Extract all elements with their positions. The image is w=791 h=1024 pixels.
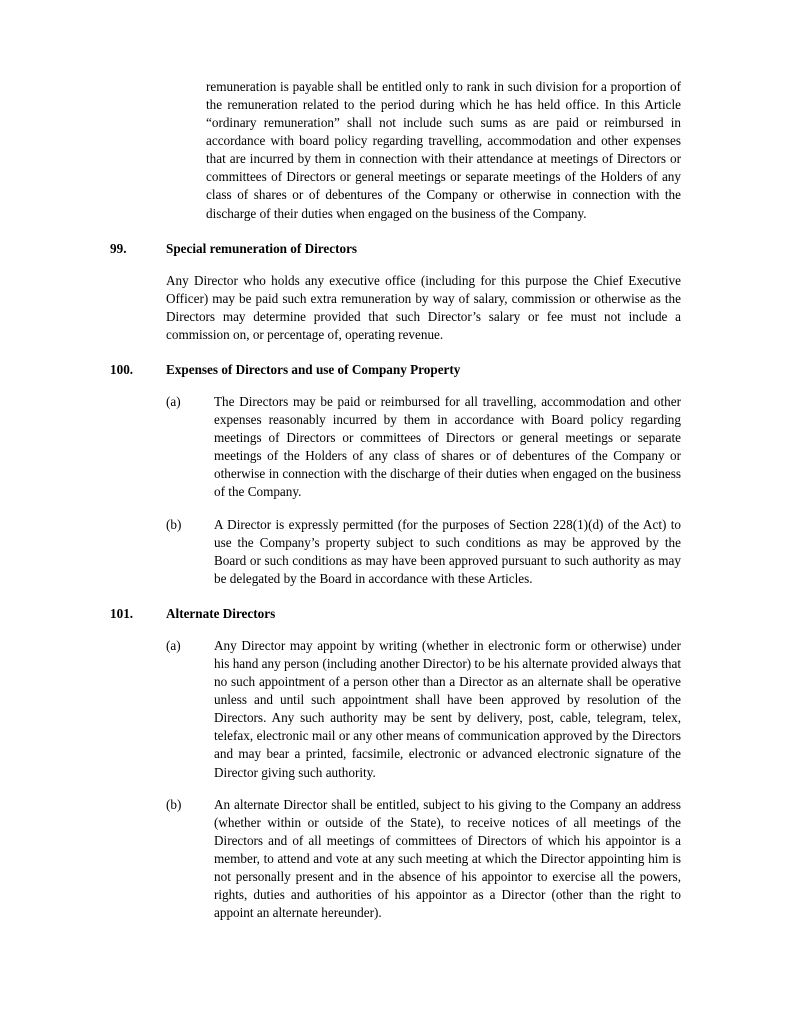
subparagraph-letter: (b)	[166, 516, 182, 532]
article-100-title: Expenses of Directors and use of Company Property	[166, 362, 461, 378]
article-100	[110, 361, 681, 588]
subparagraph-letter: (a)	[166, 394, 181, 410]
article-99-heading	[110, 240, 681, 258]
article-100-number: 100.	[110, 362, 134, 378]
subparagraph-text: Any Director may appoint by writing (whether in electronic form or otherwise) under his hand any person (including another Director) to be his alternate provided always that no such appointment of a person other than a Director as an alternate shall be operative unless and until such appointment shall have been approved by resolution of the Directors. Any such authority may be sent by delivery, post, cable, telegram, telex, telefax, electronic mail or any other means of communication approved by the Directors and may bear a printed, facsimile, electronic or advanced electronic signature of the Director giving such authority.	[214, 637, 681, 780]
subparagraph-text: The Directors may be paid or reimbursed for all travelling, accommodation and other expenses reasonably incurred by them in accordance with Board policy regarding meetings of Directors or committees of Directors or general meetings or separate meetings of the Holders of any class of shares or of debentures of the Company or otherwise in connection with the discharge of their duties when engaged on the business of the Company.	[214, 394, 681, 500]
continuation-paragraph: remuneration is payable shall be entitled only to rank in such division for a proportion of the remuneration related to the period during which he has held office. In this Article “ordinary remuneration” shall not include such sums as are paid or reimbursed in accordance with board policy regarding travelling, accommodation and other expenses that are incurred by them in connection with their attendance at meetings of Directors or committees of Directors or general meetings or separate meetings of the Holders of any class of shares or of debentures of the Company or otherwise in connection with the discharge of their duties when engaged on the business of the Company.	[206, 79, 681, 221]
subparagraph-letter: (b)	[166, 796, 182, 812]
document-body	[110, 78, 681, 922]
subparagraph-letter: (a)	[166, 637, 181, 653]
article-99-title: Special remuneration of Directors	[166, 240, 358, 256]
subparagraph-text: A Director is expressly permitted (for the purposes of Section 228(1)(d) of the Act) to use the Company’s property subject to such conditions as may be approved by the Board or such conditions as may have been approved pursuant to such authority as may be delegated by the Board in accordance with these Articles.	[214, 516, 681, 586]
article-100-subparagraph-b	[166, 516, 681, 588]
article-99	[110, 240, 681, 344]
article-100-subparagraph-a	[166, 393, 681, 501]
article-101-subparagraph-a	[166, 637, 681, 782]
article-101-heading	[110, 605, 681, 623]
article-101	[110, 605, 681, 922]
article-101-number: 101.	[110, 605, 134, 621]
article-101-title: Alternate Directors	[166, 605, 276, 621]
article-100-heading	[110, 361, 681, 379]
article-99-number: 99.	[110, 240, 127, 256]
article-99-paragraph: Any Director who holds any executive office (including for this purpose the Chief Executive Officer) may be paid such extra remuneration by way of salary, commission or otherwise as the Directors may determine provided that such Director’s salary or fee must not include a commission on, or percentage of, operating revenue.	[166, 272, 681, 342]
article-101-subparagraph-b	[166, 796, 681, 923]
subparagraph-text: An alternate Director shall be entitled, subject to his giving to the Company an address (whether within or outside of the State), to receive notices of all meetings of the Directors and of all meetings of committees of Directors of which his appointor is a member, to attend and vote at any such meeting at which the Director appointing him is not personally present and in the absence of his appointor to exercise all the powers, rights, duties and authorities of his appointor as a Director (other than the right to appoint an alternate hereunder).	[214, 796, 681, 921]
